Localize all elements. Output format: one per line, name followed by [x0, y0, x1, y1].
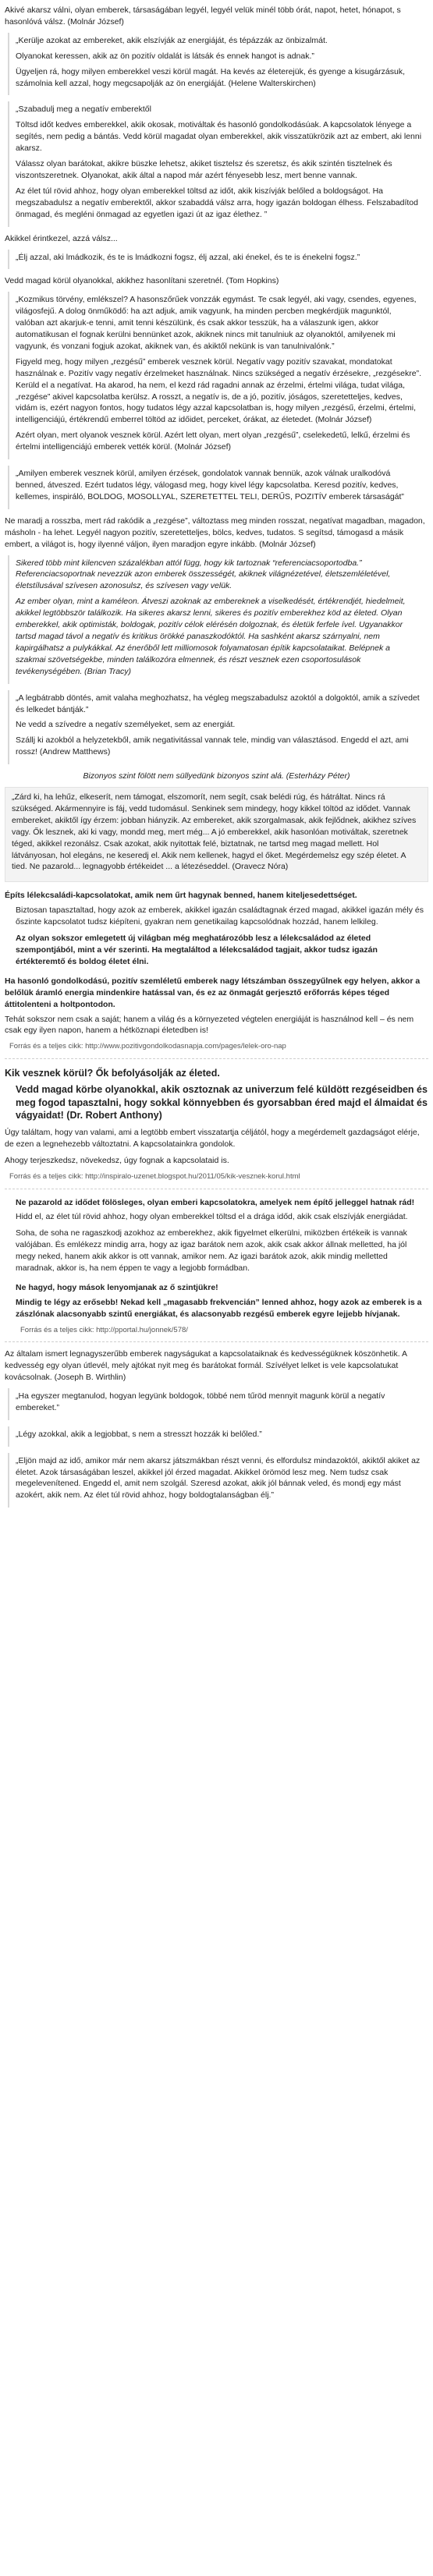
- quote-line: Ne vedd a szívedre a negatív személyeket, sem az energiát.: [16, 720, 236, 730]
- paragraph: Vedd magad körül olyanokkal, akikhez hasonlítani szeretnél. (Tom Hopkins): [5, 276, 279, 286]
- quote-line: „Szabadulj meg a negatív emberektől: [16, 105, 151, 115]
- quote-line: „Zárd ki, ha lehűz, elkeserít, nem támogat, elszomorít, nem segít, csak belédi rúg, és hátráltat. Nincs rá szükséged. Akármennyire is fáj, vedd tudomásul. Senkinek sem mindegy, hogy kikkel töltöd az idődet. Vannak embereket, akiktől így érzem: jobban hiányzik. Az embereket, akik szorgalmasak, akik fejlődnek, akikhez szíves vagy. Ők lesznek, aki ki vagy, mondd meg, mert még... A jó emberekkel, akik hasonlóan motiváltak, szeretnek téged, akikkel rezonálsz. Csak azokat, akik nyitottak felé, biztatnak, ne tartsd meg magad mellett. Hol látványosan, hol elegáns, ne keseredj el. Akik nem kellenek, hagyd el őket. Megérdemelsz egy szép életet. A tied. Ne pazarold... legnagyobb értékeidet ... a létezéseddel. (Oravecz Nóra): [12, 792, 417, 872]
- quote-line: „Kozmikus törvény, emlékszel? A hasonszőrűek vonzzák egymást. Te csak legyél, aki vagy, csendes, egyenes, világosfejű. A dolog önműködő: ha azt adjuk, amik vagyunk, ha minden percben megkérdjük magunktól, valóban azt akarjuk-e tenni, amit tenni készülünk, és csak akkor tesszük, ha a válaszunk igen, akkor automatikusan el fognak kerülni bennünket azok, akiknek nincs mit tanulniuk az olyanoktól, amilyenek mi vagyunk, és vonzani fogjuk azokat, akiknek van, és akiktől nekünk is van tanulnivalónk.”: [16, 295, 417, 351]
- paragraph: Tehát sokszor nem csak a saját; hanem a világ és a környezeted végtelen energiáját is használnod kell – és nem csak egy ilyen napon, hanem a hétköznapi életedben is!: [5, 1014, 414, 1036]
- quote-pray: [8, 250, 428, 270]
- quote-surrounding-people: [8, 466, 428, 509]
- divider: [5, 1341, 428, 1342]
- source-link[interactable]: Forrás és a teljes cikk: http://www.pozitivgondolkodasnapja.com/pages/lelek-oro-nap: [9, 1042, 286, 1051]
- paragraph-bold: Vedd magad körbe olyanokkal, akik osztoznak az univerzum felé küldött rezgéseidben és meg fogod tapasztalni, hogy sokkal könnyebben és gyorsabban éred majd el álmaidat és vágyaidat! (Dr. Robert Anthony): [16, 1083, 428, 1121]
- quote-games: [8, 1453, 428, 1508]
- quote-line: „Amilyen emberek vesznek körül, amilyen érzések, gondolatok vannak bennük, azok válnak uralkodóvá benned, átveszed. Ezért tudatos légy, válogasd meg, hogy kivel légy kapcsolatba. Keresd pozitív, kedves, kellemes, inspiráló, BOLDOG, MOSOLLYAL, SZERETETTEL TELI, DERŰS, POZITÍV emberek társaságát”: [16, 469, 404, 501]
- source-link[interactable]: Forrás és a teljes cikk: http://inspiralo-uzenet.blogspot.hu/2011/05/kik-vesznek-korul.html: [9, 1172, 300, 1182]
- quote-line: Szállj ki azokból a helyzetekből, amik negativitással vannak tele, mindig van választásod. Engedd el azt, ami rossz! (Andrew Matthews): [16, 735, 409, 757]
- heading-energy: Ha hasonló gondolkodású, pozitív szemléletű emberek nagy létszámban összegyűlnek egy helyen, akkor a belőlük áramló energia mindenkire hatással van, és ez az önmagát gerjesztő erőforrás képes téged áttitolenteni a holtpontodon.: [5, 976, 421, 1009]
- source-link[interactable]: Forrás és a teljes cikk: http://pportal.hu/jonnek/578/: [20, 1325, 188, 1334]
- who-surrounds-section: [5, 1083, 428, 1123]
- paragraph: Soha, de soha ne ragaszkodj azokhoz az emberekhez, akik figyelmet elkerülni, miközben értékeik is vannak valójában. És emlékezz mindig arra, hogy az igaz barátok nem azok, akik csak akkor állnak melletted, ha jól megy neked, hanem akik akkor is ott vannak, amikor nem. Az igazi barátok azok, akik mindig melletted maradnak, akkor is, ha nem éppen te vagy a legjobb formádban.: [16, 1228, 407, 1274]
- heading-dont-let: Ne hagyd, hogy mások lenyomjanak az ő szintjükre!: [16, 1282, 218, 1292]
- paragraph: Biztosan tapasztaltad, hogy azok az emberek, akikkel igazán családtagnak érzed magad, akikkel igazán mély és őszinte kapcsolatot tudsz kiépíteni, gyakran nem genetikailag kapcsolódnak hozzád, hanem lelkileg.: [16, 905, 424, 927]
- quote-esterhazy: Bizonyos szint fölött nem süllyedünk bizonyos szint alá. (Esterházy Péter): [83, 771, 350, 781]
- paragraph: Akikkel érintkezel, azzá válsz...: [5, 233, 118, 243]
- quote-line: Olyanokat keressen, akik az ön pozitív oldalát is látsák és ennek hangot is adnak.”: [16, 51, 314, 61]
- heading-dont-waste: Ne pazarold az idődet fölösleges, olyan emberi kapcsolatokra, amelyek nem építő jelleggel hatnak rád!: [16, 1197, 415, 1207]
- quote-negative-people: [8, 101, 428, 226]
- quote-line: „Légy azokkal, akik a legjobbat, s nem a stresszt hozzák ki belőled.”: [16, 1429, 262, 1439]
- heading-soul-family: Építs lélekcsaládi-kapcsolatokat, amik nem űrt hagynak benned, hanem kiteljesedettséget.: [5, 891, 357, 901]
- heading-who-surrounds: Kik vesznek körül? Ők befolyásolják az életed.: [5, 1067, 220, 1079]
- intro-paragraph: Akivé akarsz válni, olyan emberek, társaságában legyél, legyél velük minél több órát, napot, hetet, hónapot, s hasonlóvá válsz. (Molnár József): [5, 5, 401, 27]
- quote-line: Az ember olyan, mint a kaméleon. Átveszi azoknak az embereknek a viselkedését, értékrendjét, hiedelmeit, akikkel legtöbbször találkozik. Ha sikeres akarsz lenni, sikeres és pozitív emberekhez köd az életed. Olyan emberekkel, akik optimisták, boldogak, pozitív célok elérésén dolgoznak, és életük ferfele ível. Ugyanakkor tartsd magad távol a negatív és kritikus örökké panaszkodóktól. Ha sashként akarsz szárnyalni, nem kapirgálhatsz a pulykákkal. Az énerőből lett milliomosok folyamatosan építik kapcsolataikat. Belépnek a szakmai szövetségekbe, minden találkozóra elmennek, és részt vesznek ezen csoportosulások tevékenységében. (Brian Tracy): [16, 597, 406, 676]
- quote-line: Sikered több mint kilencven százalékban attól függ, hogy kik tartoznak “referenciacsoportodba.” Referenciacsoportnak nevezzük azon emberek összességét, akiknek világnézetével, életszemléletével, életstílusával szívesen azonosulsz, és szívesen vagy velük.: [16, 558, 391, 591]
- paragraph: Úgy találtam, hogy van valami, ami a legtöbb embert visszatartja céljától, hogy a megérdemelt gazdagságot elérje, de ezen a legnehezebb változtatni. A kapcsolatainkra gondolok.: [5, 1128, 420, 1150]
- paragraph-bold: Az olyan sokszor emlegetett új világban még meghatározóbb lesz a lélekcsaládod az életed szempontjából, mint a vér szerinti. Ha megtaláltod a lélekcsaládod tagjait, akkor tudsz igazán értékteremtő és boldog életet élni.: [16, 934, 378, 966]
- quote-line: Töltsd időt kedves emberekkel, akik okosak, motiváltak és hasonló gondolkodásúak. A kapcsolatok lényege a segítés, nem pedig a bántás. Vedd körül magadat olyan emberekkel, akik visszatükrözik azt az embert, aki lenni akarsz.: [16, 120, 422, 154]
- quote-line: „Kerülje azokat az embereket, akik elszívják az energiáját, és tépázzák az önbizalmát.: [16, 35, 328, 45]
- quote-line: „Élj azzal, aki lmádkozik, és te is lmádkozni fogsz, élj azzal, aki énekel, és te is énekelni fogsz.”: [16, 252, 360, 262]
- quote-line: „Eljön majd az idő, amikor már nem akarsz játszmákban részt venni, és elfordulsz mindazoktól, akiktől akiket az életet. Azok társaságában leszel, akikkel jól érzed magadat. Akikkel örömöd lesz meg. Nem tudsz csak megelevenítened. Engedd el, amit nem szolgál. Szeresd azokat, akik jól bánnak veled, és mondj egy mást azokért, akik nem. Az élet túl rövid ahhoz, hogy boldogtalanságban élj.”: [16, 1455, 421, 1501]
- quote-walterskirchen: [8, 33, 428, 96]
- quote-line: „A legbátrabb döntés, amit valaha meghozhatsz, ha végleg megszabadulsz azoktól a dolgoktól, amik a szívedet és lelkedet bántják.”: [16, 693, 420, 714]
- quote-cosmic-law: [8, 292, 428, 459]
- paragraph: Az általam ismert legnagyszerűbb emberek nagyságukat a kapcsolataiknak és kedvességüknek köszönhetik. A kedvesség egy olyan útlevél, mely ajtókat nyit meg és barátokat formál. Szívélyet lelket is vele kapcsolatukat kovácsolnak. (Joseph B. Wirthlin): [5, 1349, 407, 1382]
- paragraph: Ne maradj a rosszba, mert rád rakódik a „rezgése”, változtass meg minden rosszat, negatívat magadban, magadon, másholn - ha lehet. Legyél nagyon pozitív, szeretetteljes, bölcs, kedves, tudatos. S segítsd, támogasd a másik embert, a világot is, hogy ilyenné váljon, ilyen maradjon egyre inkább. (Molnár József): [5, 516, 425, 549]
- dont-waste-section: [5, 1197, 428, 1336]
- quote-line: Az élet túl rövid ahhoz, hogy olyan emberekkel töltsd az időt, akik kiszívják belőled a boldogságot. Ha megszabadulsz a negatív emberektől, akkor szabaddá válsz arra, hogy igazán boldogan élhess. Felszabadítod önmagad, és megléni önmagad az egyetlen igazi út az igaz élethez. ”: [16, 186, 418, 219]
- paragraph: Ahogy terjeszkedsz, növekedsz, úgy fognak a kapcsolataid is.: [5, 1156, 229, 1166]
- quote-andrew-matthews: [8, 690, 428, 765]
- paragraph: Hidd el, az élet túl rövid ahhoz, hogy olyan emberekkel töltsd el a drága időd, akik csak elszívják energiádat.: [16, 1212, 408, 1222]
- quote-oravecz: [5, 787, 428, 882]
- quote-happy: [8, 1388, 428, 1420]
- quote-line: Figyeld meg, hogy milyen „rezgésű” emberek vesznek körül. Negatív vagy pozitív szavakat, mondatokat használnak e. Pozitív vagy negatív érzelmeket használnak. Nincs szükséged a negatív érzésekre, „rezgésekre”. Kerüld el a negatívat. Ha akarod, ha nem, el kezd rád ragadni annak az érzelmi, értelmi világa, tudat világa, „rezgése” akivel kapcsolatba kerülsz. A rosszt, a negatív is, de a jó, pozitív, jóságos, szeretetteljes, kedves, vidám is, ezért nagyon fontos, hogy tudatos légy azzal kapcsolatban is, hogy milyen „rezgésű, érzelmi, értelmi, intelligenciájú, értékrendű emberrel töltöd az időidet, perceket, órákat, az életedet. (Molnár József): [16, 356, 422, 425]
- quote-line: Ügyeljen rá, hogy milyen emberekkel veszi körül magát. Ha kevés az életerejük, és gyenge a kisugárzásuk, számolnia kell azzal, hogy megcsapolják az ön energiáját. (Helene Walterskirchen): [16, 66, 405, 88]
- quote-best: [8, 1426, 428, 1447]
- divider: [5, 1058, 428, 1059]
- quote-brian-tracy: [8, 555, 428, 684]
- quote-line: Válassz olyan barátokat, akikre büszke lehetsz, akiket tisztelsz és szeretsz, és akik szintén tisztelnek és viszontszeretnek. Olyanokat, akik által a napod már azért fényesebb lesz, mert benne vannak.: [16, 159, 392, 180]
- soul-family-section: [5, 905, 428, 968]
- quote-line: Azért olyan, mert olyanok vesznek körül. Azért lett olyan, mert olyan „rezgésű”, cselekedetű, lelkű, érzelmi és értelmi intelligenciájú emberek vették körül. (Molnár József): [16, 431, 410, 452]
- quote-line: „Ha egyszer megtanulod, hogyan legyünk boldogok, többé nem tűröd mennyit magunk körül a negatív embereket.”: [16, 1391, 385, 1412]
- paragraph-bold: Mindig te légy az erősebb! Nekad kell „magasabb frekvencián” lenned ahhoz, hogy azok az emberek is a zászlónak alacsonyabb szintű energiákat, és alacsonyabb rezgésű emberek egyre lejjebb hívjanak.: [16, 1297, 422, 1319]
